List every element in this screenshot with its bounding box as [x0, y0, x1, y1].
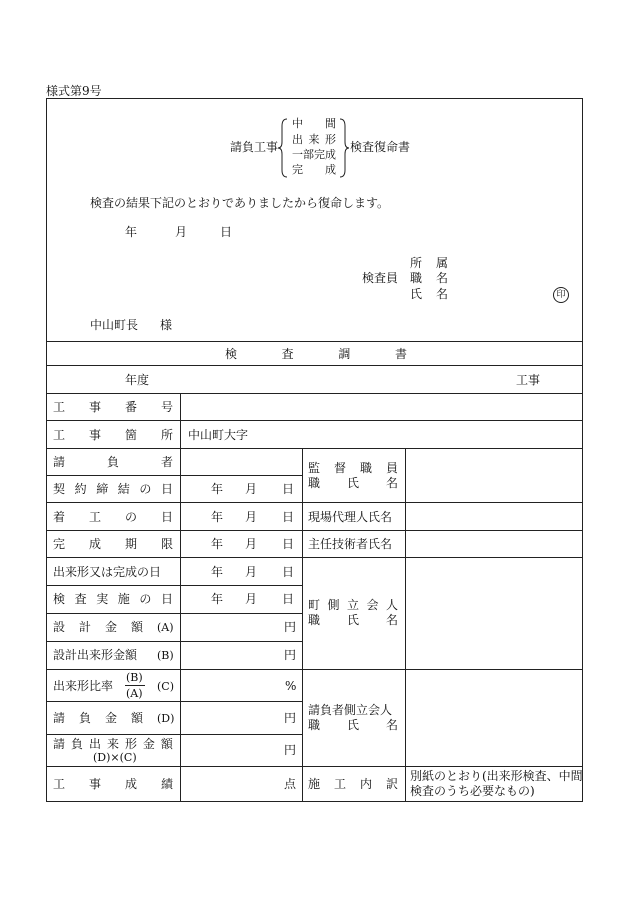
start-date-label: 着 工 の 日 — [53, 510, 173, 524]
fraction-bar — [125, 685, 145, 686]
addressee-honorific: 様 — [160, 318, 173, 332]
location-label: 工 事 箇 所 — [53, 428, 173, 442]
design-progress-label: 設計出来形金額 — [53, 648, 138, 662]
left-brace — [278, 118, 288, 178]
work-label: 工事 — [516, 373, 541, 387]
progress-ratio-label: 出来形比率 — [53, 679, 114, 693]
rule — [46, 475, 302, 476]
day-unit: 日 — [282, 537, 295, 551]
contract-amount-tag: (D) — [157, 712, 175, 725]
inspector-label: 検査員 — [362, 271, 399, 285]
yen-unit: 円 — [284, 711, 297, 725]
rule — [46, 393, 583, 394]
heading-option-complete: 完 成 — [292, 163, 336, 176]
design-amount-label: 設 計 金 額 — [53, 620, 143, 634]
section-title: 検 査 調 書 — [225, 347, 407, 361]
supervisor-label: 監 督 職 員 — [308, 461, 398, 475]
day-unit: 日 — [282, 592, 295, 606]
supervisor-name-label: 職 氏 名 — [308, 476, 398, 490]
year-unit: 年 — [211, 537, 224, 551]
heading-suffix: 検査復命書 — [350, 140, 411, 154]
year-unit: 年 — [211, 565, 224, 579]
rule — [46, 766, 583, 767]
project-number-label: 工 事 番 号 — [53, 400, 173, 414]
contract-progress-formula: (D)×(C) — [93, 751, 137, 764]
yen-unit: 円 — [284, 743, 297, 757]
date-year: 年 — [125, 225, 138, 239]
rule — [46, 530, 583, 531]
site-agent-label: 現場代理人氏名 — [308, 510, 393, 524]
day-unit: 日 — [282, 565, 295, 579]
completion-date-label: 出来形又は完成の日 — [53, 565, 162, 579]
heading-option-interim: 中 間 — [292, 117, 336, 130]
rule — [46, 448, 583, 449]
rule — [46, 585, 302, 586]
ratio-numerator: (B) — [126, 671, 143, 684]
yen-unit: 円 — [284, 620, 297, 634]
yen-unit: 円 — [284, 648, 297, 662]
rule — [46, 420, 583, 421]
month-unit: 月 — [245, 592, 258, 606]
day-unit: 日 — [282, 510, 295, 524]
year-unit: 年 — [211, 510, 224, 524]
day-unit: 日 — [282, 482, 295, 496]
affiliation-label: 所 属 — [410, 256, 448, 270]
name-label: 氏 名 — [410, 287, 448, 301]
town-witness-label: 町 側 立 会 人 — [308, 598, 398, 612]
year-unit: 年 — [211, 592, 224, 606]
town-witness-name-label: 職 氏 名 — [308, 613, 398, 627]
rule — [180, 393, 181, 802]
month-unit: 月 — [245, 482, 258, 496]
rule — [46, 557, 583, 558]
percent-unit: % — [285, 679, 297, 693]
month-unit: 月 — [245, 565, 258, 579]
contract-date-label: 契 約 締 結 の 日 — [53, 482, 173, 496]
fiscal-year-label: 年度 — [125, 373, 150, 387]
deadline-label: 完 成 期 限 — [53, 537, 173, 551]
design-progress-tag: (B) — [157, 649, 174, 662]
rule — [405, 448, 406, 802]
rule — [46, 701, 302, 702]
rule — [302, 448, 303, 802]
contractor-label: 請 負 者 — [53, 455, 173, 469]
points-unit: 点 — [284, 777, 297, 791]
year-unit: 年 — [211, 482, 224, 496]
addressee-title: 中山町長 — [90, 318, 139, 332]
month-unit: 月 — [245, 537, 258, 551]
rule — [46, 502, 583, 503]
ratio-tag: (C) — [157, 680, 174, 693]
contractor-witness-label: 請負者側立会人 — [308, 703, 393, 717]
rule — [46, 641, 302, 642]
chief-engineer-label: 主任技術者氏名 — [308, 537, 393, 551]
heading-option-partial: 一 部 完 成 — [292, 148, 336, 161]
performance-label: 工 事 成 績 — [53, 777, 173, 791]
contractor-witness-name-label: 職 氏 名 — [308, 718, 398, 732]
contract-progress-label: 請 負 出 来 形 金 額 — [53, 737, 173, 751]
heading-option-progress: 出 来 形 — [292, 133, 336, 146]
work-details-line1: 別紙のとおり(出来形検査、中間 — [410, 769, 583, 783]
inspection-date-label: 検 査 実 施 の 日 — [53, 592, 173, 606]
post-label: 職 名 — [410, 271, 448, 285]
ratio-denominator: (A) — [126, 687, 143, 700]
rule — [46, 365, 583, 366]
work-details-line2: 検査のうち必要なもの) — [410, 784, 535, 798]
date-day: 日 — [220, 225, 233, 239]
date-month: 月 — [175, 225, 188, 239]
rule — [46, 669, 583, 670]
month-unit: 月 — [245, 510, 258, 524]
intro-text: 検査の結果下記のとおりでありましたから復命します。 — [90, 196, 390, 210]
rule — [46, 734, 302, 735]
contract-amount-label: 請 負 金 額 — [53, 711, 143, 725]
right-brace — [339, 118, 349, 178]
rule — [46, 341, 583, 342]
form-number: 様式第9号 — [46, 84, 102, 98]
location-value: 中山町大字 — [188, 428, 249, 442]
seal-mark: 印 — [553, 287, 569, 303]
heading-prefix: 請負工事 — [230, 140, 279, 154]
design-amount-tag: (A) — [157, 621, 174, 634]
rule — [46, 613, 302, 614]
work-details-label: 施 工 内 訳 — [308, 777, 398, 791]
